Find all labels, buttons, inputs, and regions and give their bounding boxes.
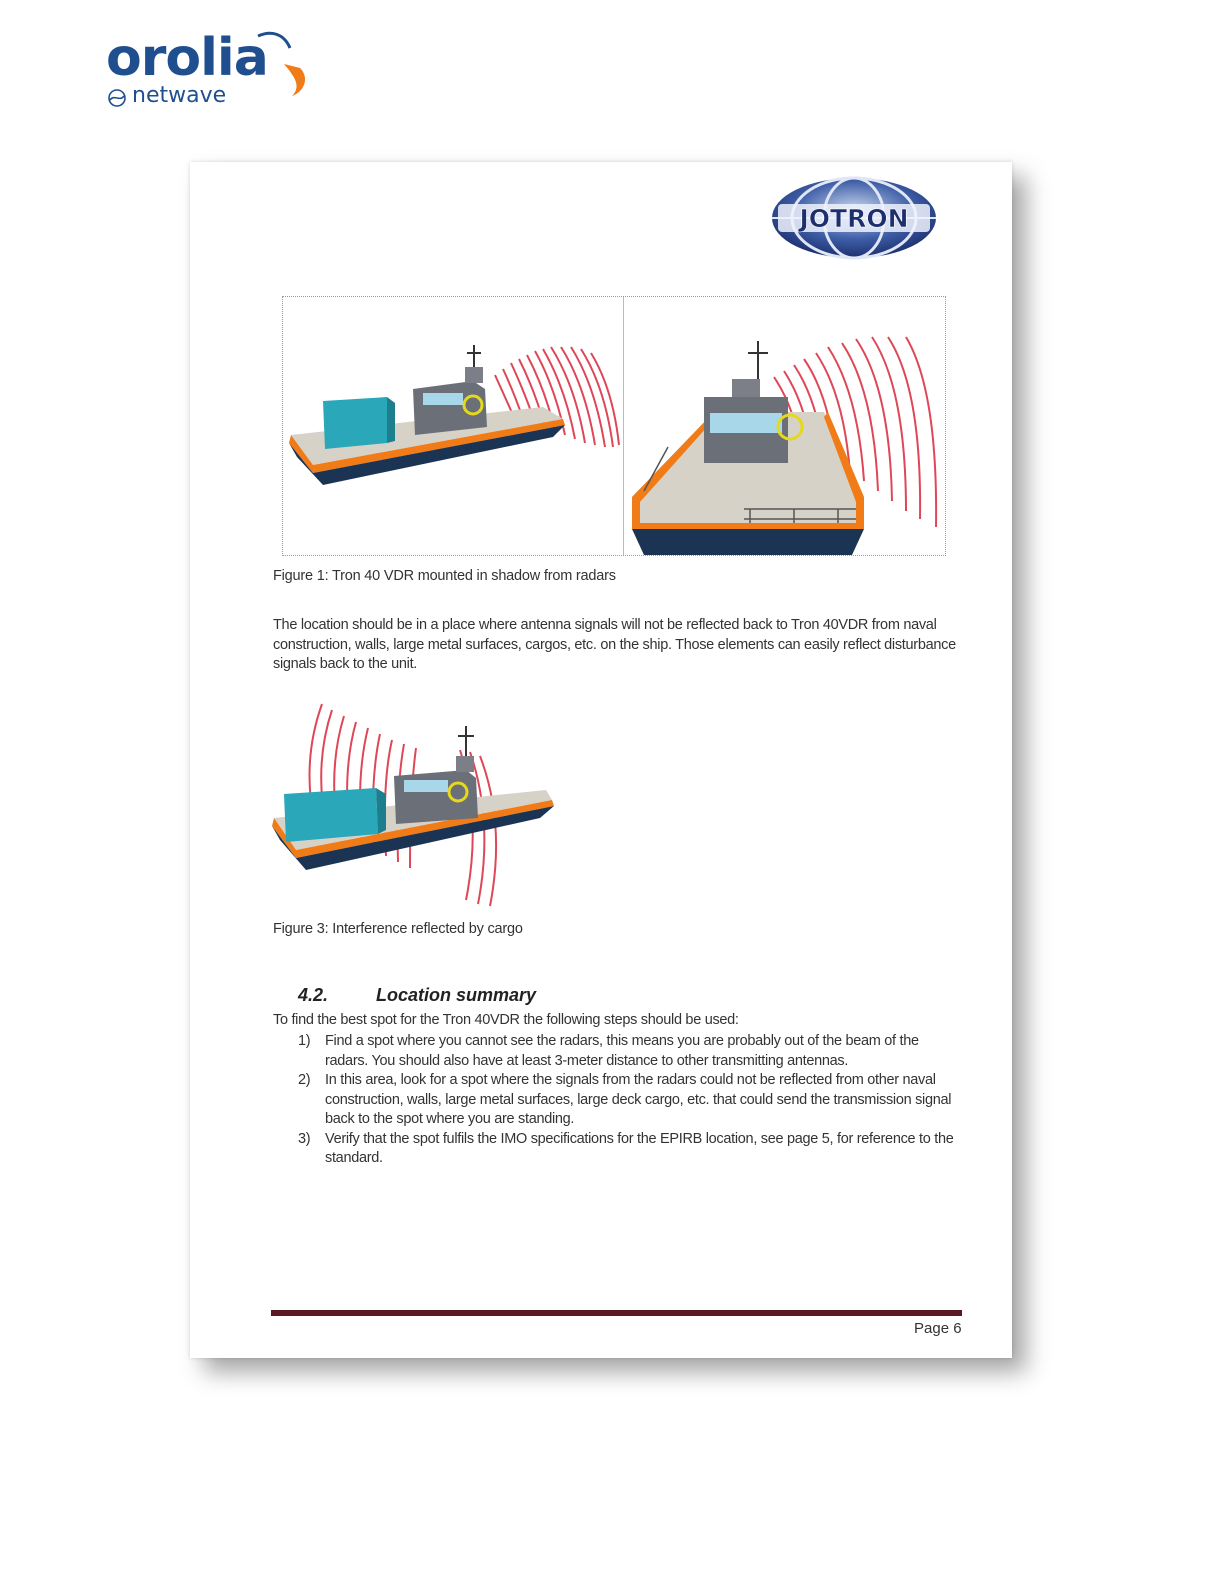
figure-3-caption: Figure 3: Interference reflected by cargo	[273, 921, 523, 937]
orolia-logo	[104, 28, 314, 112]
section-heading	[298, 985, 536, 1006]
figure-1-caption: Figure 1: Tron 40 VDR mounted in shadow from radars	[273, 568, 616, 584]
section-title: Location summary	[376, 985, 537, 1005]
figure-1	[282, 296, 946, 556]
document-page	[190, 162, 1012, 1358]
list-item: 3) Verify that the spot fulfils the IMO specifications for the EPIRB location, see page 5, for reference to the standard.	[298, 1130, 954, 1166]
page-number: Page 6	[914, 1320, 962, 1337]
footer-rule	[271, 1310, 962, 1316]
body-paragraph: The location should be in a place where antenna signals will not be reflected back to Tron 40VDR from naval construction, walls, large metal surfaces, cargos, etc. on the ship. Those elements can easily reflect disturbance signals back to the unit.	[273, 617, 956, 672]
list-item: 1) Find a spot where you cannot see the radars, this means you are probably out of the beam of the radars. You should also have at least 3-meter distance to other transmitting antennas.	[298, 1033, 919, 1069]
list-item: 2) In this area, look for a spot where the signals from the radars could not be reflected from other naval construction, walls, large metal surfaces, large deck cargo, etc. that could send the transmission signal back to the spot where you are standing.	[298, 1072, 952, 1127]
ship-front-illustration	[624, 297, 944, 555]
jotron-wordmark: JOTRON	[799, 204, 909, 233]
ship-side-illustration	[283, 297, 623, 555]
section-intro: To find the best spot for the Tron 40VDR the following steps should be used:	[273, 1012, 739, 1028]
logo-subtext: netwave	[132, 83, 227, 108]
netwave-mark-icon	[106, 87, 128, 109]
figure-3-cargo-illustration	[270, 700, 570, 910]
jotron-logo	[770, 174, 938, 262]
logo-wordmark: orolia	[106, 28, 268, 88]
section-number: 4.2.	[298, 985, 329, 1005]
steps-list	[298, 1032, 958, 1169]
